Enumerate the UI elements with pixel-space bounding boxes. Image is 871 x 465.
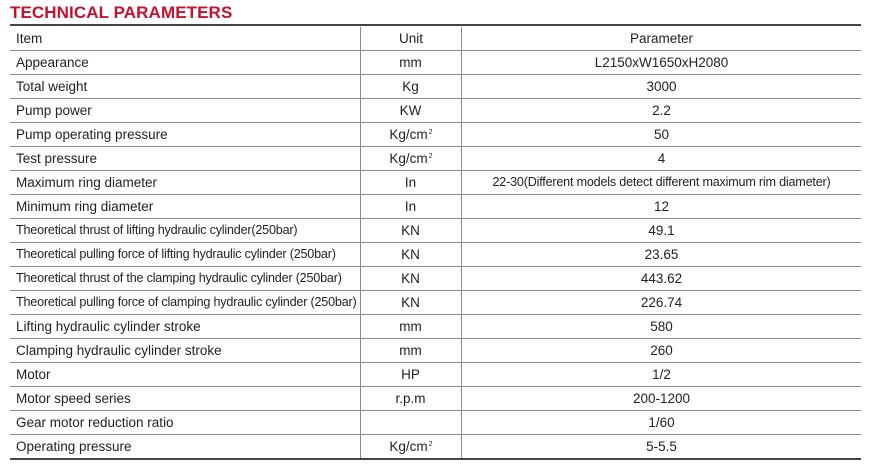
row-item: Gear motor reduction ratio [10,411,361,435]
row-unit [361,387,462,411]
row-unit [361,315,462,339]
row-item: Lifting hydraulic cylinder stroke [10,315,361,339]
unit-text: r.p.m [395,390,426,406]
row-value: 12 [462,195,862,219]
row-unit [361,195,462,219]
row-value: 226.74 [462,291,862,315]
table-row [10,171,861,195]
table-row [10,411,861,435]
row-value: 200-1200 [462,387,862,411]
row-unit [361,99,462,123]
row-value: 260 [462,339,862,363]
table-row [10,267,861,291]
unit-text: mm [399,342,422,358]
unit-text: Kg/cm [389,438,428,454]
unit-text: KN [401,246,420,262]
row-value: 22-30(Different models detect different maximum rim diameter) [462,171,862,195]
row-value: 5-5.5 [462,435,862,460]
row-value: 49.1 [462,219,862,243]
row-item: Total weight [10,75,361,99]
top-rule [10,24,861,26]
header-parameter: Parameter [462,27,862,51]
row-item: Clamping hydraulic cylinder stroke [10,339,361,363]
table-row [10,339,861,363]
table-row [10,315,861,339]
row-item: Operating pressure [10,435,361,460]
row-item: Appearance [10,51,361,75]
row-value: 1/60 [462,411,862,435]
row-item: Motor [10,363,361,387]
unit-text: In [404,174,417,190]
row-unit [361,51,462,75]
table-row [10,195,861,219]
section-title: TECHNICAL PARAMETERS [10,3,233,22]
header-unit: Unit [361,27,462,51]
row-item: Theoretical pulling force of clamping hydraulic cylinder (250bar) [10,291,361,315]
unit-superscript: 2 [428,128,433,136]
table-row [10,99,861,123]
table-header-row [10,27,861,51]
row-value: 2.2 [462,99,862,123]
row-value: 3000 [462,75,862,99]
unit-text: Kg/cm [389,150,428,166]
row-unit [361,267,462,291]
row-unit [361,147,462,171]
row-value: 23.65 [462,243,862,267]
row-value: 443.62 [462,267,862,291]
table-row [10,75,861,99]
row-unit [361,243,462,267]
row-item: Maximum ring diameter [10,171,361,195]
row-value: 1/2 [462,363,862,387]
row-unit [361,171,462,195]
row-item: Theoretical thrust of the clamping hydraulic cylinder (250bar) [10,267,361,291]
unit-text: Kg/cm [389,126,428,142]
table-row [10,387,861,411]
row-item: Test pressure [10,147,361,171]
row-unit [361,123,462,147]
unit-text: KN [401,222,420,238]
table-row [10,123,861,147]
row-item: Motor speed series [10,387,361,411]
row-value: 4 [462,147,862,171]
table-row [10,147,861,171]
row-unit [361,219,462,243]
unit-text: KW [399,102,422,118]
row-value: 50 [462,123,862,147]
unit-text: Kg [402,78,419,94]
row-item: Minimum ring diameter [10,195,361,219]
table-row [10,219,861,243]
row-item: Pump power [10,99,361,123]
row-value: L2150xW1650xH2080 [462,51,862,75]
row-unit [361,411,462,435]
table-row [10,435,861,460]
unit-text: HP [401,366,420,382]
row-unit [361,75,462,99]
unit-text: KN [401,294,420,310]
table-row [10,51,861,75]
row-unit [361,339,462,363]
unit-text: In [404,198,417,214]
header-item: Item [10,27,361,51]
table-row [10,291,861,315]
row-item: Theoretical pulling force of lifting hydraulic cylinder (250bar) [10,243,361,267]
row-unit [361,363,462,387]
table-row [10,363,861,387]
unit-text: KN [401,270,420,286]
unit-superscript: 2 [428,152,433,160]
technical-parameters-table [10,27,861,460]
table-row [10,243,861,267]
row-value: 580 [462,315,862,339]
row-item: Pump operating pressure [10,123,361,147]
row-unit [361,435,462,460]
row-item: Theoretical thrust of lifting hydraulic cylinder(250bar) [10,219,361,243]
unit-text: mm [399,54,422,70]
unit-text: mm [399,318,422,334]
row-unit [361,291,462,315]
unit-superscript: 2 [428,440,433,448]
